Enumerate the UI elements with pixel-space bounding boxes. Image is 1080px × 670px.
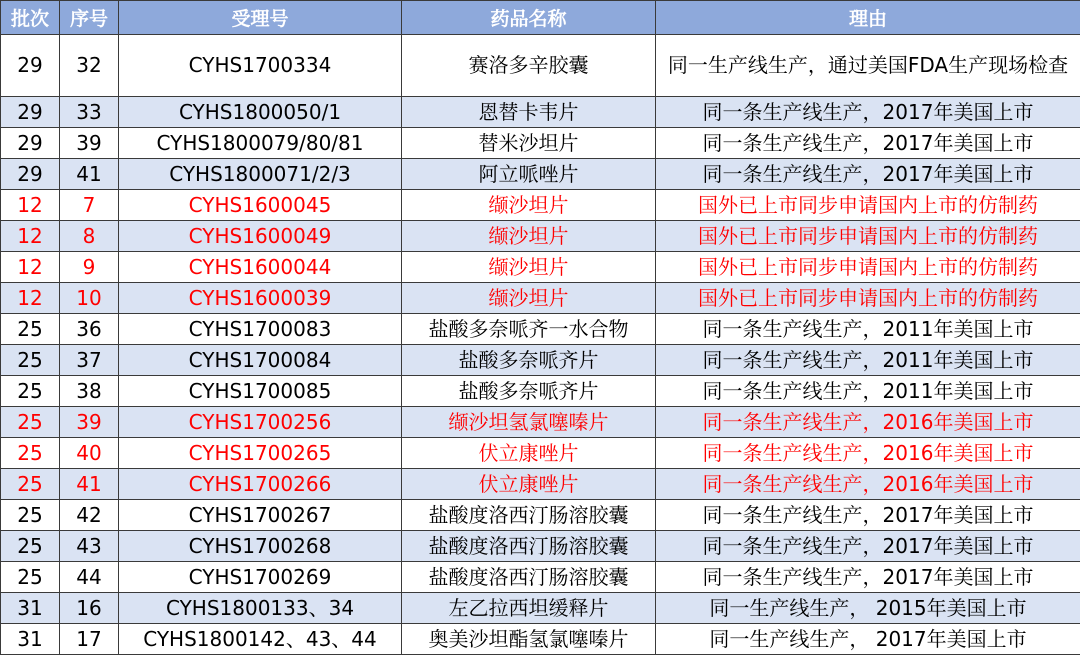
table-row [1, 252, 1080, 283]
cell-accept-no: CYHS1700268 [119, 531, 402, 562]
cell-batch: 25 [1, 345, 60, 376]
cell-seq: 10 [60, 283, 119, 314]
cell-reason: 同一条生产线生产，2011年美国上市 [656, 314, 1080, 345]
cell-reason: 国外已上市同步申请国内上市的仿制药 [656, 252, 1080, 283]
cell-accept-no: CYHS1700085 [119, 376, 402, 407]
cell-drug-name: 伏立康唑片 [402, 438, 656, 469]
cell-seq: 41 [60, 469, 119, 500]
header-accept-no: 受理号 [119, 1, 402, 35]
cell-accept-no: CYHS1600044 [119, 252, 402, 283]
cell-accept-no: CYHS1600045 [119, 190, 402, 221]
table-row [1, 345, 1080, 376]
cell-drug-name: 替米沙坦片 [402, 128, 656, 159]
cell-accept-no: CYHS1800133、34 [119, 593, 402, 624]
table-row [1, 593, 1080, 624]
cell-accept-no: CYHS1700267 [119, 500, 402, 531]
cell-reason: 同一生产线生产， 2015年美国上市 [656, 593, 1080, 624]
cell-seq: 16 [60, 593, 119, 624]
cell-batch: 29 [1, 35, 60, 97]
cell-drug-name: 赛洛多辛胶囊 [402, 35, 656, 97]
cell-reason: 国外已上市同步申请国内上市的仿制药 [656, 283, 1080, 314]
cell-batch: 25 [1, 407, 60, 438]
header-reason: 理由 [656, 1, 1080, 35]
cell-accept-no: CYHS1700083 [119, 314, 402, 345]
cell-seq: 33 [60, 97, 119, 128]
cell-batch: 12 [1, 283, 60, 314]
cell-batch: 12 [1, 221, 60, 252]
cell-reason: 同一生产线生产， 2017年美国上市 [656, 624, 1080, 655]
cell-batch: 25 [1, 531, 60, 562]
cell-batch: 25 [1, 469, 60, 500]
cell-batch: 31 [1, 593, 60, 624]
cell-seq: 44 [60, 562, 119, 593]
cell-drug-name: 阿立哌唑片 [402, 159, 656, 190]
cell-batch: 25 [1, 500, 60, 531]
cell-seq: 37 [60, 345, 119, 376]
cell-reason: 同一条生产线生产，2017年美国上市 [656, 128, 1080, 159]
table-row [1, 624, 1080, 655]
table-row [1, 469, 1080, 500]
cell-drug-name: 盐酸度洛西汀肠溶胶囊 [402, 531, 656, 562]
cell-reason: 同一条生产线生产，2016年美国上市 [656, 407, 1080, 438]
cell-seq: 43 [60, 531, 119, 562]
cell-accept-no: CYHS1800050/1 [119, 97, 402, 128]
cell-seq: 7 [60, 190, 119, 221]
cell-seq: 41 [60, 159, 119, 190]
cell-reason: 国外已上市同步申请国内上市的仿制药 [656, 221, 1080, 252]
table-row [1, 221, 1080, 252]
cell-accept-no: CYHS1700084 [119, 345, 402, 376]
cell-reason: 同一条生产线生产，2017年美国上市 [656, 159, 1080, 190]
cell-seq: 39 [60, 128, 119, 159]
cell-accept-no: CYHS1800142、43、44 [119, 624, 402, 655]
header-seq: 序号 [60, 1, 119, 35]
cell-drug-name: 盐酸多奈哌齐片 [402, 345, 656, 376]
table-row [1, 500, 1080, 531]
header-batch: 批次 [1, 1, 60, 35]
cell-accept-no: CYHS1600049 [119, 221, 402, 252]
cell-accept-no: CYHS1700334 [119, 35, 402, 97]
cell-drug-name: 盐酸度洛西汀肠溶胶囊 [402, 500, 656, 531]
cell-drug-name: 恩替卡韦片 [402, 97, 656, 128]
table-body [1, 35, 1080, 655]
table-row [1, 283, 1080, 314]
cell-seq: 9 [60, 252, 119, 283]
cell-accept-no: CYHS1800079/80/81 [119, 128, 402, 159]
cell-accept-no: CYHS1800071/2/3 [119, 159, 402, 190]
cell-batch: 31 [1, 624, 60, 655]
table-row [1, 314, 1080, 345]
table-row [1, 407, 1080, 438]
table-row [1, 376, 1080, 407]
cell-reason: 同一条生产线生产，2017年美国上市 [656, 531, 1080, 562]
cell-accept-no: CYHS1700256 [119, 407, 402, 438]
table-row [1, 190, 1080, 221]
cell-reason: 同一条生产线生产，2017年美国上市 [656, 562, 1080, 593]
cell-drug-name: 缬沙坦片 [402, 252, 656, 283]
cell-batch: 25 [1, 314, 60, 345]
cell-seq: 17 [60, 624, 119, 655]
table-row [1, 562, 1080, 593]
table-row [1, 35, 1080, 97]
cell-seq: 8 [60, 221, 119, 252]
cell-reason: 同一条生产线生产，2011年美国上市 [656, 345, 1080, 376]
cell-drug-name: 盐酸度洛西汀肠溶胶囊 [402, 562, 656, 593]
cell-batch: 25 [1, 376, 60, 407]
cell-accept-no: CYHS1700269 [119, 562, 402, 593]
cell-reason: 同一条生产线生产，2017年美国上市 [656, 97, 1080, 128]
cell-batch: 29 [1, 159, 60, 190]
cell-seq: 38 [60, 376, 119, 407]
cell-reason: 同一生产线生产，通过美国FDA生产现场检查 [656, 35, 1080, 97]
cell-batch: 29 [1, 128, 60, 159]
table-row [1, 97, 1080, 128]
cell-reason: 同一条生产线生产，2011年美国上市 [656, 376, 1080, 407]
cell-drug-name: 奥美沙坦酯氢氯噻嗪片 [402, 624, 656, 655]
cell-batch: 12 [1, 190, 60, 221]
cell-drug-name: 盐酸多奈哌齐片 [402, 376, 656, 407]
cell-drug-name: 缬沙坦片 [402, 190, 656, 221]
table-row [1, 531, 1080, 562]
cell-drug-name: 盐酸多奈哌齐一水合物 [402, 314, 656, 345]
cell-drug-name: 左乙拉西坦缓释片 [402, 593, 656, 624]
cell-seq: 39 [60, 407, 119, 438]
table-row [1, 438, 1080, 469]
cell-accept-no: CYHS1700265 [119, 438, 402, 469]
table-row [1, 159, 1080, 190]
cell-accept-no: CYHS1700266 [119, 469, 402, 500]
cell-reason: 国外已上市同步申请国内上市的仿制药 [656, 190, 1080, 221]
cell-drug-name: 缬沙坦氢氯噻嗪片 [402, 407, 656, 438]
cell-drug-name: 缬沙坦片 [402, 221, 656, 252]
cell-reason: 同一条生产线生产，2017年美国上市 [656, 500, 1080, 531]
cell-accept-no: CYHS1600039 [119, 283, 402, 314]
cell-reason: 同一条生产线生产，2016年美国上市 [656, 438, 1080, 469]
header-drug-name: 药品名称 [402, 1, 656, 35]
cell-seq: 32 [60, 35, 119, 97]
cell-batch: 29 [1, 97, 60, 128]
table-row [1, 128, 1080, 159]
cell-batch: 12 [1, 252, 60, 283]
cell-batch: 25 [1, 438, 60, 469]
cell-batch: 25 [1, 562, 60, 593]
table-header-row [1, 1, 1080, 35]
cell-seq: 42 [60, 500, 119, 531]
cell-seq: 40 [60, 438, 119, 469]
cell-reason: 同一条生产线生产，2016年美国上市 [656, 469, 1080, 500]
cell-drug-name: 缬沙坦片 [402, 283, 656, 314]
cell-drug-name: 伏立康唑片 [402, 469, 656, 500]
cell-seq: 36 [60, 314, 119, 345]
